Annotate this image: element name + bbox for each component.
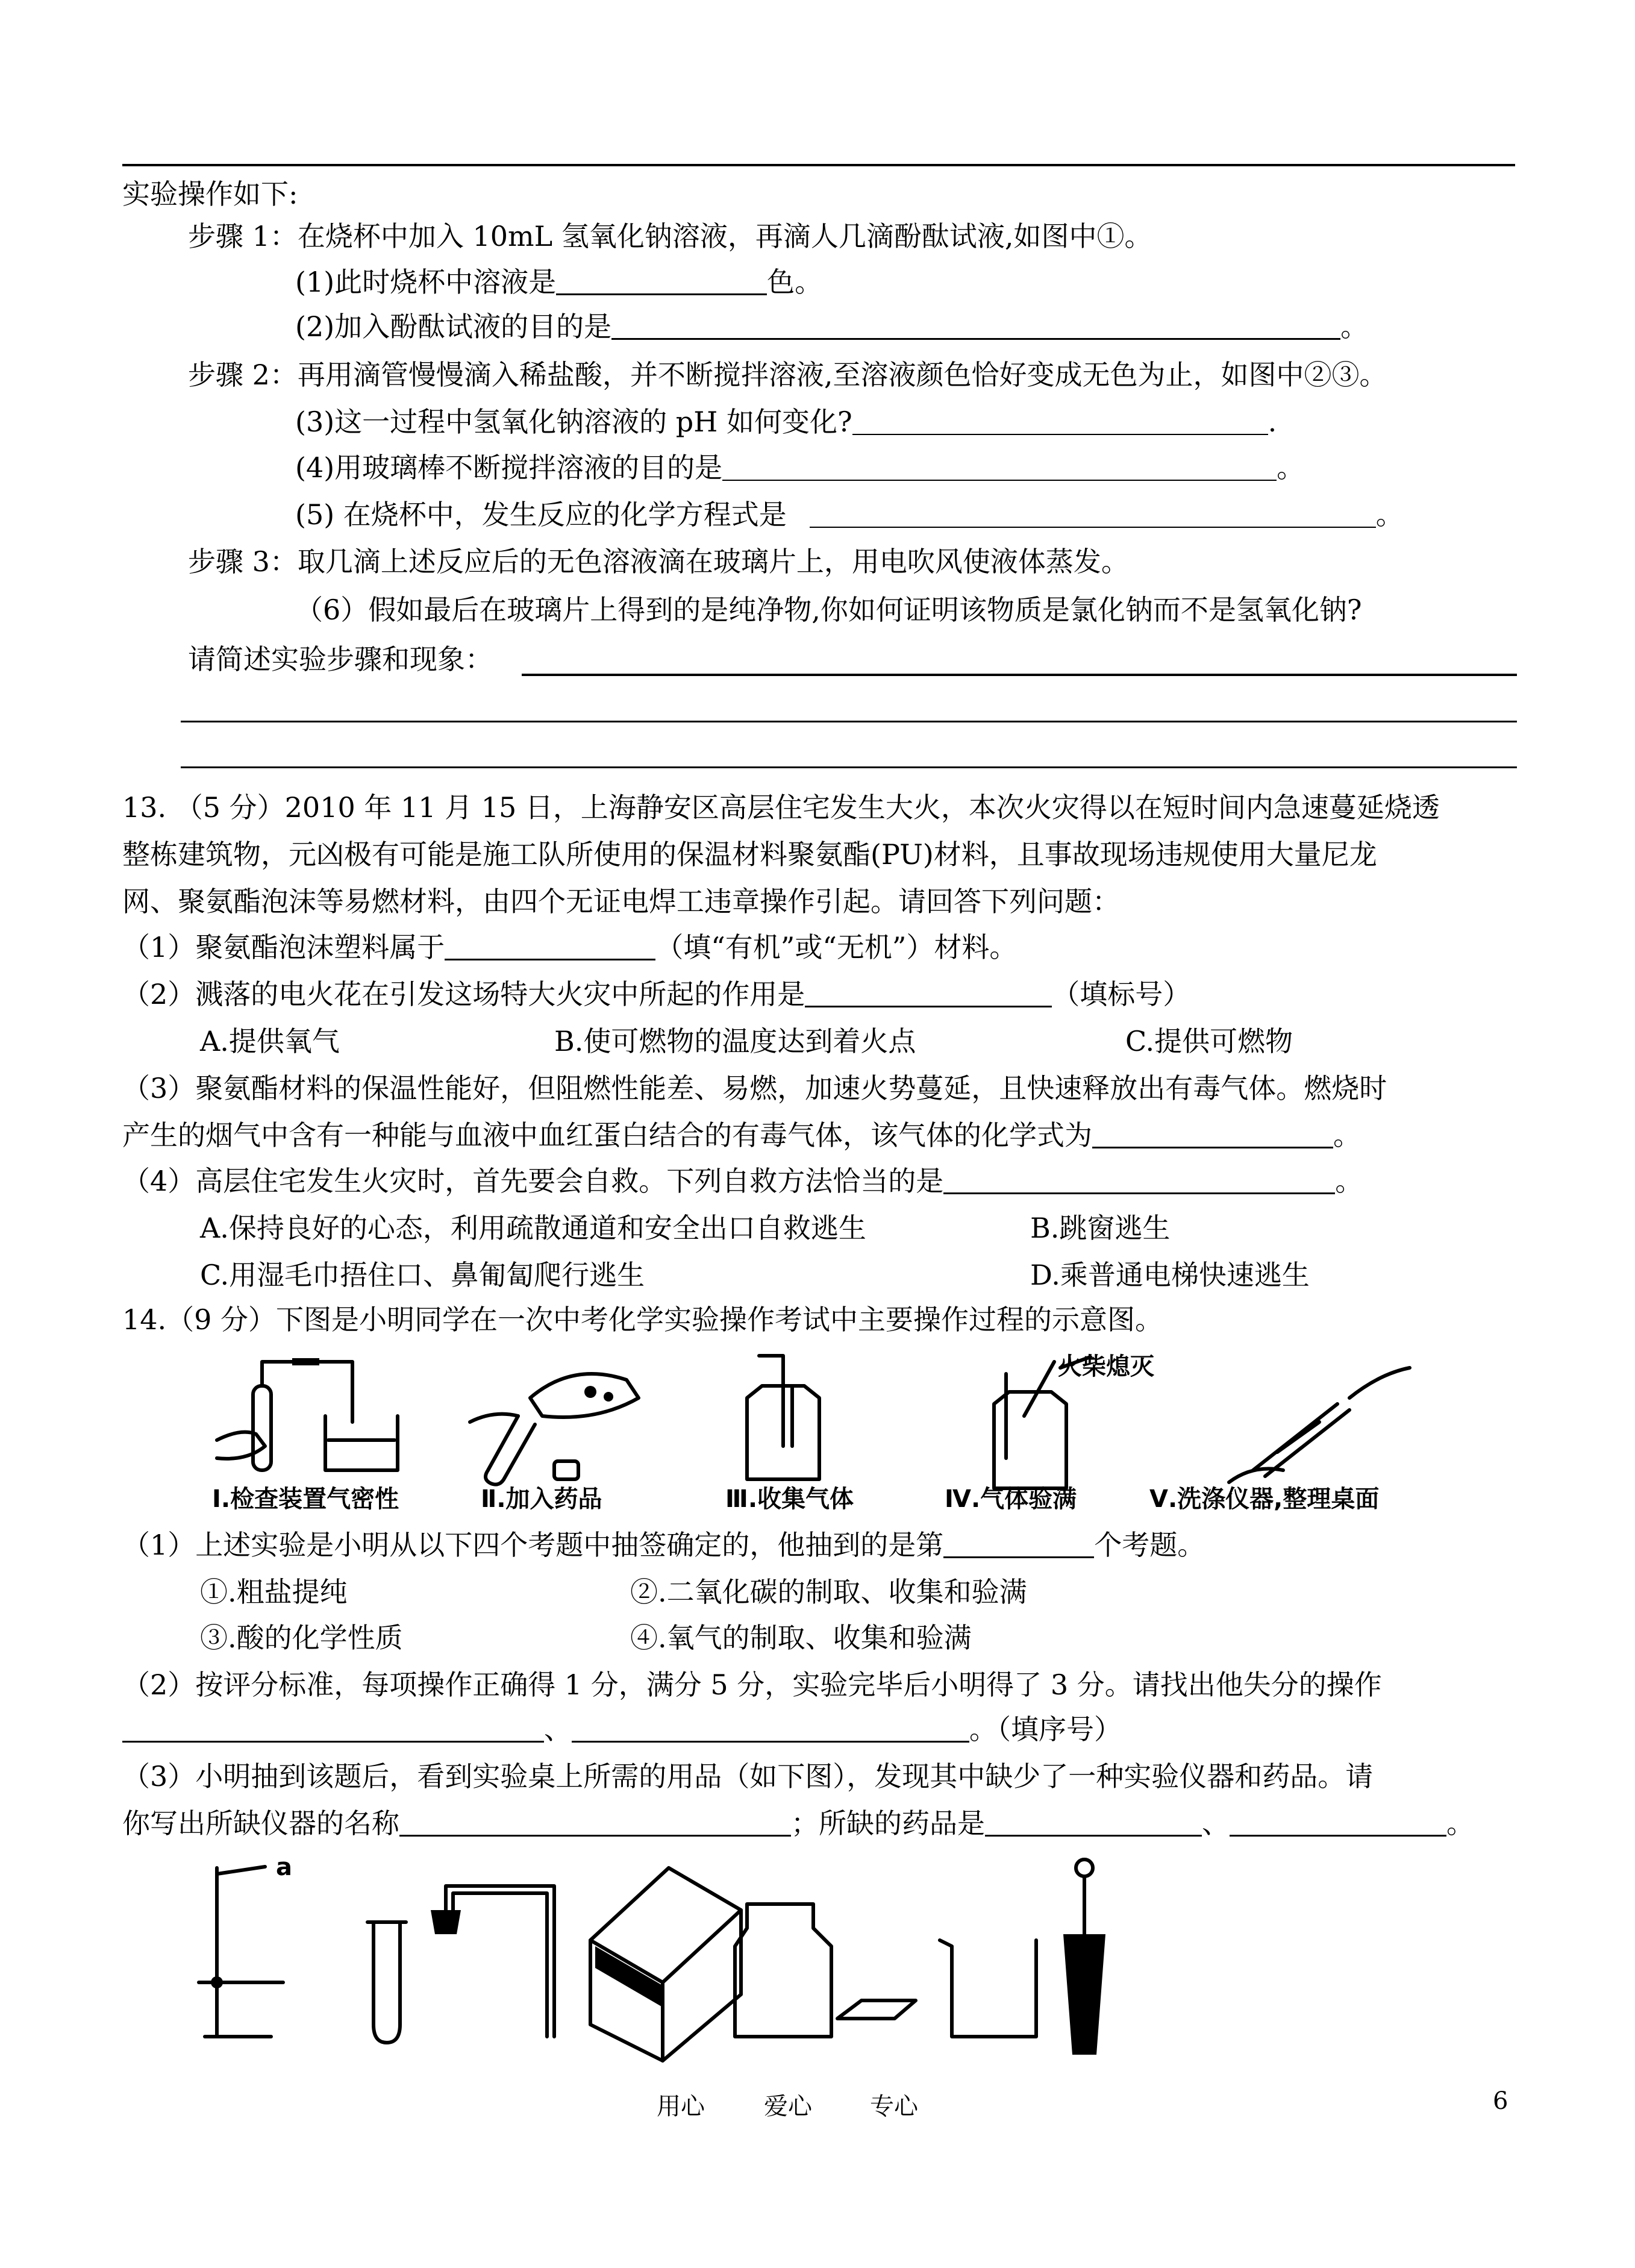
caption-3: Ⅲ.收集气体 [725, 1485, 854, 1513]
answer-blank-5[interactable] [810, 499, 1376, 528]
footer-motto-2: 爱心 [764, 2093, 812, 2120]
test-tube-illustration [367, 1922, 406, 2043]
answer-line-6c[interactable] [181, 766, 1517, 768]
glass-slide-illustration [837, 2000, 916, 2019]
q13-part1: （1）聚氨酯泡沫塑料属于 （填“有机”或“无机”）材料。 [122, 931, 1018, 963]
question-4: (4)用玻璃棒不断搅拌溶液的目的是 。 [295, 451, 1305, 484]
question-3: (3)这一过程中氢氧化钠溶液的 pH 如何变化? . [295, 406, 1277, 438]
q14-intro: 14.（9 分）下图是小明同学在一次中考化学实验操作考试中主要操作过程的示意图。 [122, 1303, 1163, 1336]
question-6-prompt: 请简述实验步骤和现象： [188, 643, 493, 675]
answer-blank-13-2[interactable] [805, 978, 1052, 1007]
beaker-illustration [940, 1940, 1036, 2037]
iron-stand-illustration [199, 1867, 283, 2037]
q14-part2-line1: （2）按评分标准，每项操作正确得 1 分，满分 5 分，实验完毕后小明得了 3 分。请找出他失分的操作 [122, 1668, 1382, 1701]
question-6: （6）假如最后在玻璃片上得到的是纯净物,你如何证明该物质是氯化钠而不是氢氧化钠? [295, 594, 1362, 626]
q13-line1: 13. （5 分）2010 年 11 月 15 日，上海静安区高层住宅发生大火，本次火灾得以在短时间内急速蔓延烧透 [122, 791, 1440, 824]
q13-line2: 整栋建筑物，元凶极有可能是施工队所使用的保温材料聚氨酯(PU)材料，且事故现场违规使用大量尼龙 [122, 838, 1377, 871]
answer-blank-13-1[interactable] [445, 931, 655, 960]
answer-line-6a[interactable] [522, 674, 1517, 676]
footer-motto-3: 专心 [870, 2093, 918, 2120]
q14-option-3: ③.酸的化学性质 [200, 1621, 403, 1654]
q13-part3-line1: （3）聚氨酯材料的保温性能好，但阻燃性能差、易燃，加速火势蔓延，且快速释放出有毒气体。燃烧时 [122, 1072, 1387, 1104]
answer-blank-13-4[interactable] [943, 1165, 1335, 1194]
answer-blank-14-2b[interactable] [572, 1713, 969, 1743]
answer-blank-1[interactable] [556, 266, 767, 295]
answer-blank-14-2a[interactable] [122, 1713, 544, 1743]
q13-part4: （4）高层住宅发生火灾时，首先要会自救。下列自救方法恰当的是 。 [122, 1165, 1363, 1197]
caption-5: Ⅴ.洗涤仪器,整理桌面 [1149, 1485, 1380, 1513]
answer-blank-13-3[interactable] [1092, 1119, 1333, 1148]
adding-reagent-illustration [470, 1374, 639, 1485]
caption-2: Ⅱ.加入药品 [481, 1485, 602, 1513]
answer-blank-14-1[interactable] [943, 1529, 1094, 1558]
answer-blank-2[interactable] [611, 310, 1340, 340]
caption-4: Ⅳ.气体验满 [945, 1485, 1077, 1513]
q13-part2: （2）溅落的电火花在引发这场特大火灾中所起的作用是 （填标号） [122, 978, 1191, 1010]
test-tube-brush-illustration [1063, 1859, 1105, 2055]
q14-part3-line1: （3）小明抽到该题后，看到实验桌上所需的用品（如下图），发现其中缺少了一种实验仪器和药品。请 [122, 1760, 1374, 1793]
caption-1: Ⅰ.检查装置气密性 [212, 1485, 399, 1513]
q14-option-2: ②.二氧化碳的制取、收集和验满 [630, 1576, 1027, 1608]
stand-label-a: a [276, 1853, 292, 1881]
q13-option-c: C.提供可燃物 [1125, 1025, 1293, 1057]
page-number: 6 [1493, 2087, 1508, 2115]
q13-option-b: B.使可燃物的温度达到着火点 [554, 1025, 916, 1057]
fire-out-label: 火柴熄灭 [1058, 1353, 1154, 1380]
question-1: (1)此时烧杯中溶液是 色。 [295, 266, 823, 298]
header-rule [122, 164, 1515, 166]
q13-p4-option-c: C.用湿毛巾捂住口、鼻匍匐爬行逃生 [200, 1259, 645, 1291]
q14-option-1: ①.粗盐提纯 [200, 1576, 348, 1608]
q14-option-4: ④.氧气的制取、收集和验满 [630, 1621, 972, 1654]
q13-p4-option-a: A.保持良好的心态，利用疏散通道和安全出口自救逃生 [200, 1212, 866, 1244]
answer-blank-4[interactable] [722, 452, 1277, 481]
delivery-tube-illustration [431, 1886, 554, 2037]
gas-jar-illustration [735, 1904, 831, 2037]
footer-motto-1: 用心 [657, 2093, 705, 2120]
q13-p4-option-d: D.乘普通电梯快速逃生 [1030, 1259, 1310, 1291]
gas-collection-illustration [747, 1356, 819, 1479]
answer-line-6b[interactable] [181, 721, 1517, 722]
q14-part2-line2: 、 。（填序号） [122, 1711, 1122, 1747]
step2-text: 步骤 2：再用滴管慢慢滴入稀盐酸，并不断搅拌溶液,至溶液颜色恰好变成无色为止，如图中②③。 [188, 359, 1387, 391]
q13-part3-line2: 产生的烟气中含有一种能与血液中血红蛋白结合的有毒气体，该气体的化学式为 。 [122, 1119, 1361, 1151]
question-2: (2)加入酚酞试液的目的是 。 [295, 310, 1369, 343]
answer-blank-14-3c[interactable] [1230, 1807, 1446, 1837]
question-5: (5) 在烧杯中，发生反应的化学方程式是 。 [295, 498, 1404, 531]
step1-text: 步骤 1：在烧杯中加入 10mL 氢氧化钠溶液，再滴人几滴酚酞试液,如图中①。 [188, 220, 1152, 252]
airtightness-check-illustration [217, 1358, 398, 1470]
answer-blank-14-3a[interactable] [399, 1807, 791, 1837]
step3-text: 步骤 3：取几滴上述反应后的无色溶液滴在玻璃片上，用电吹风使液体蒸发。 [188, 545, 1129, 578]
equipment-illustrations [193, 1856, 1205, 2055]
q13-p4-option-b: B.跳窗逃生 [1030, 1212, 1171, 1244]
q13-option-a: A.提供氧气 [200, 1025, 340, 1057]
answer-blank-14-3b[interactable] [985, 1807, 1202, 1837]
intro-line: 实验操作如下: [122, 178, 298, 210]
washing-illustration [1229, 1368, 1410, 1482]
q14-part3-line2: 你写出所缺仪器的名称 ；所缺的药品是 、 。 [122, 1807, 1474, 1840]
q13-line3: 网、聚氨酯泡沫等易燃材料，由四个无证电焊工违章操作引起。请回答下列问题： [122, 885, 1120, 918]
q14-part1: （1）上述实验是小明从以下四个考题中抽签确定的，他抽到的是第 个考题。 [122, 1529, 1205, 1561]
answer-blank-3[interactable] [852, 406, 1268, 435]
matchbox-illustration [590, 1868, 741, 2061]
